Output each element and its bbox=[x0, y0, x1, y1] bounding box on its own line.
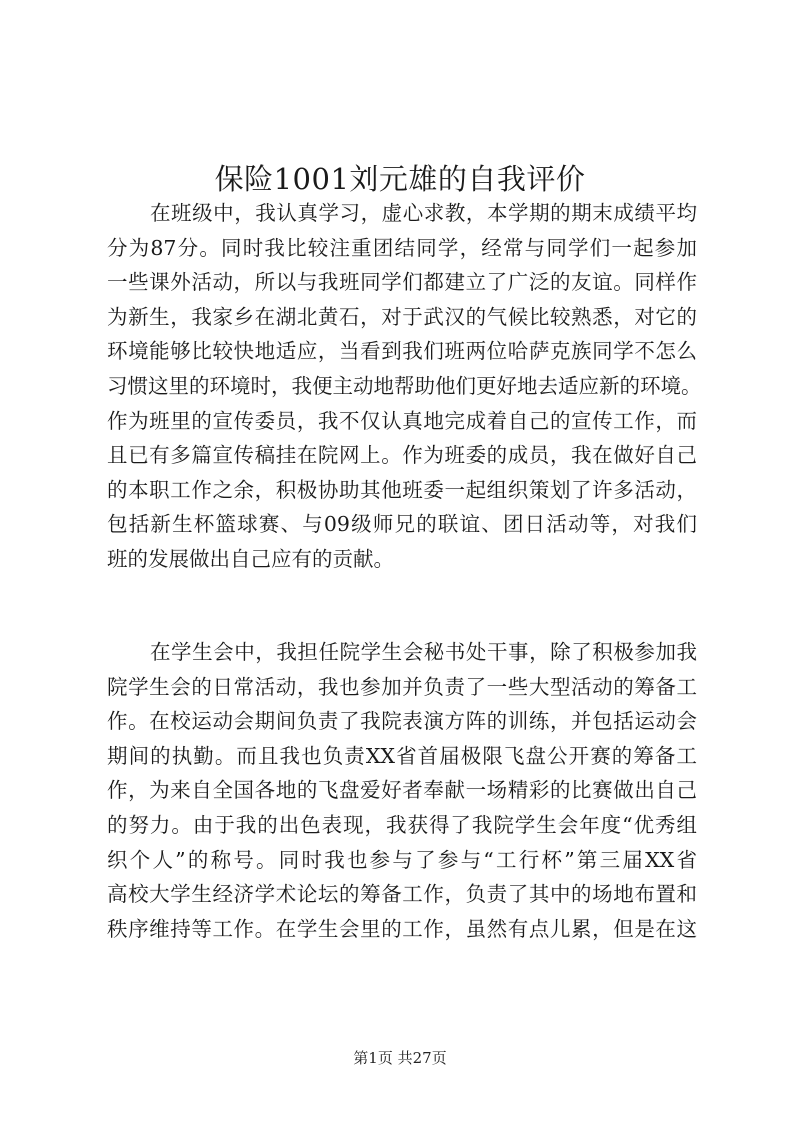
paragraph-2-line-2: 院学生会的日常活动，我也参加并负责了一些大型活动的筹备工 bbox=[107, 675, 697, 699]
paragraph-2-line-3: 作。在校运动会期间负责了我院表演方阵的训练，并包括运动会 bbox=[107, 709, 697, 733]
paragraph-2-line-5: 作，为来自全国各地的飞盘爱好者奉献一场精彩的比赛做出自己 bbox=[107, 778, 697, 802]
paragraph-2-line-6: 的努力。由于我的出色表现，我获得了我院学生会年度“优秀组 bbox=[107, 813, 697, 837]
paragraph-1-line-10: 包括新生杯篮球赛、与09级师兄的联谊、团日活动等，对我们 bbox=[107, 512, 697, 536]
paragraph-1-line-2: 分为87分。同时我比较注重团结同学，经常与同学们一起参加 bbox=[107, 236, 697, 260]
paragraph-1-line-6: 习惯这里的环境时，我便主动地帮助他们更好地去适应新的环境。 bbox=[107, 374, 702, 398]
paragraph-2-line-4: 期间的执勤。而且我也负责XX省首届极限飞盘公开赛的筹备工 bbox=[107, 744, 697, 768]
paragraph-1-line-4: 为新生，我家乡在湖北黄石，对于武汉的气候比较熟悉，对它的 bbox=[107, 305, 697, 329]
paragraph-2-line-1: 在学生会中，我担任院学生会秘书处干事，除了积极参加我 bbox=[150, 640, 697, 664]
page-footer: 第1页 共27页 bbox=[353, 1049, 447, 1067]
paragraph-1-line-11: 班的发展做出自己应有的贡献。 bbox=[107, 547, 394, 571]
paragraph-2-line-9: 秩序维持等工作。在学生会里的工作，虽然有点儿累，但是在这 bbox=[107, 917, 697, 941]
paragraph-1-line-3: 一些课外活动，所以与我班同学们都建立了广泛的友谊。同样作 bbox=[107, 270, 697, 294]
paragraph-1-line-8: 且已有多篇宣传稿挂在院网上。作为班委的成员，我在做好自己 bbox=[107, 443, 697, 467]
paragraph-1-line-5: 环境能够比较快地适应，当看到我们班两位哈萨克族同学不怎么 bbox=[107, 339, 697, 363]
paragraph-2-line-7: 织个人”的称号。同时我也参与了参与“工行杯”第三届XX省 bbox=[107, 848, 697, 872]
paragraph-1-line-7: 作为班里的宣传委员，我不仅认真地完成着自己的宣传工作，而 bbox=[107, 409, 697, 433]
paragraph-2-line-8: 高校大学生经济学术论坛的筹备工作，负责了其中的场地布置和 bbox=[107, 882, 697, 906]
paragraph-1-line-1: 在班级中，我认真学习，虚心求教，本学期的期末成绩平均 bbox=[150, 201, 697, 225]
paragraph-1-line-9: 的本职工作之余，积极协助其他班委一起组织策划了许多活动， bbox=[107, 478, 697, 502]
document-title: 保险1001刘元雄的自我评价 bbox=[214, 162, 586, 197]
